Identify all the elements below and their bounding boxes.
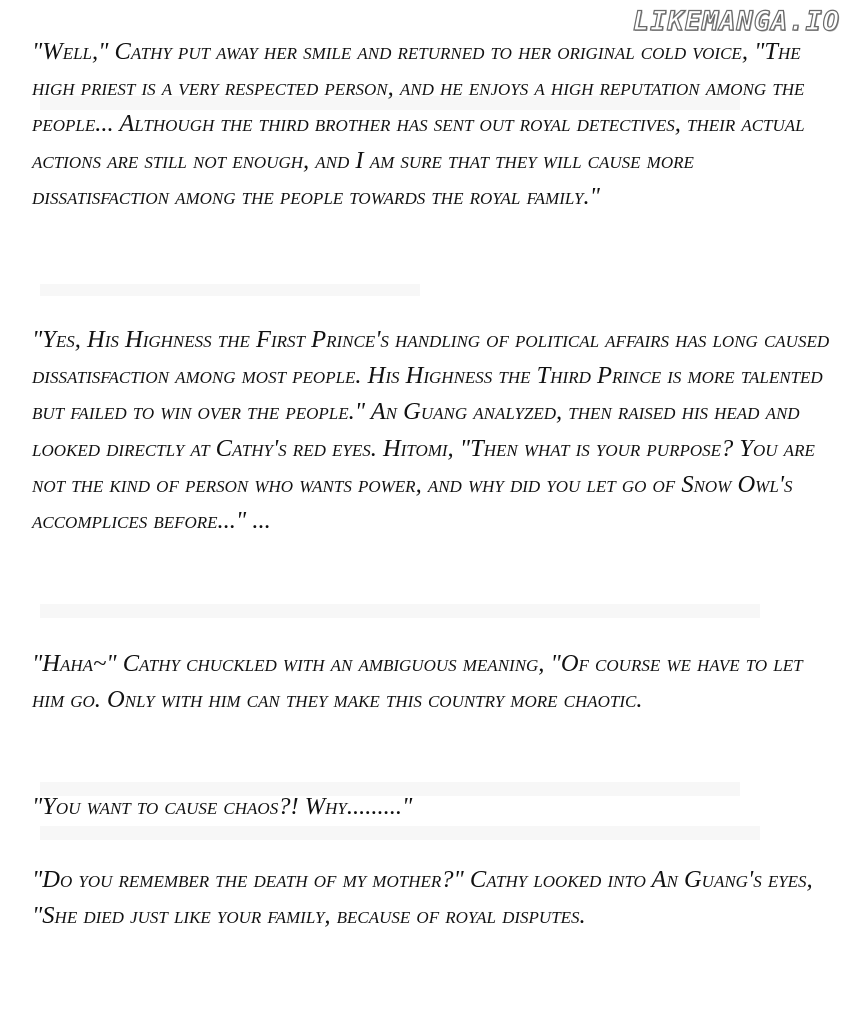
bleed-through-shade: [40, 284, 420, 296]
bleed-through-shade: [40, 826, 760, 840]
bleed-through-shade: [40, 604, 760, 618]
story-paragraph: "Well," Cathy put away her smile and returned to her original cold voice, "The high priest is a very respected person, and he enjoys a high reputation among the people... Although the third brother has sent out royal detectives, their actual actions are still not enough, and I am sure that they will cause more dissatisfaction among the people towards the royal family.": [32, 38, 805, 210]
story-paragraph: "You want to cause chaos?! Why.........": [32, 793, 413, 820]
site-watermark: LIKEMANGA.IO: [632, 6, 840, 37]
story-paragraph: "Yes, His Highness the First Prince's handling of political affairs has long caused dissatisfaction among most people. His Highness the Third Prince is more talented but failed to win over the people." An Guang analyzed, then raised his head and looked directly at Cathy's red eyes. Hitomi, "Then what is your purpose? You are not the kind of person who wants power, and why did you let go of Snow Owl's accomplices before..." ...: [32, 326, 830, 535]
story-paragraph: "Do you remember the death of my mother?" Cathy looked into An Guang's eyes, "She died just like your family, because of royal disputes.: [32, 866, 813, 930]
story-paragraph: "Haha~" Cathy chuckled with an ambiguous meaning, "Of course we have to let him go. Only with him can they make this country more chaotic.: [32, 650, 803, 714]
